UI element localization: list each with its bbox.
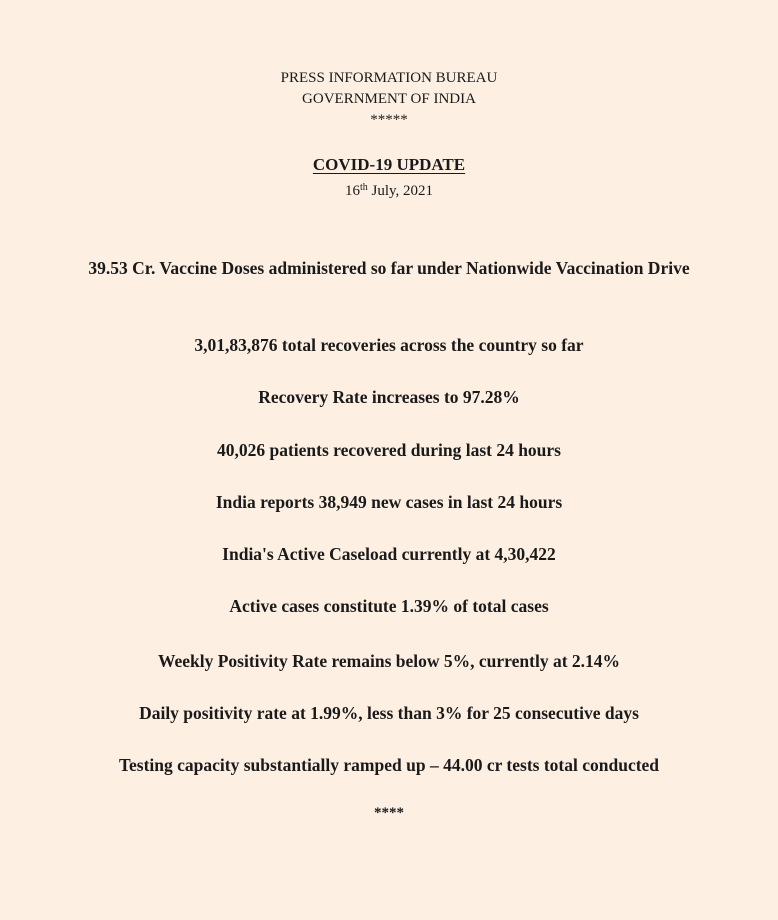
org-name: PRESS INFORMATION BUREAU [280, 70, 498, 86]
date-suffix: th [359, 182, 368, 193]
highlight-weekly-positivity: Weekly Positivity Rate remains below 5%, currently at 2.14% [157, 651, 621, 671]
highlight-testing-capacity: Testing capacity substantially ramped up – 44.00 cr tests total conducted [118, 755, 660, 775]
page-title-text: COVID-19 UPDATE [312, 155, 466, 174]
highlight-active-caseload: India's Active Caseload currently at 4,30,422 [222, 544, 556, 564]
highlight-recovery-rate: Recovery Rate increases to 97.28% [258, 387, 520, 407]
date-day: 16 [344, 183, 360, 199]
highlight-recovered-24h: 40,026 patients recovered during last 24 hours [216, 440, 561, 460]
release-date [0, 182, 778, 201]
footer-separator: **** [374, 805, 404, 821]
highlight-daily-positivity: Daily positivity rate at 1.99%, less than 3% for 25 consecutive days [139, 703, 639, 723]
highlight-vaccine-doses: 39.53 Cr. Vaccine Doses administered so far under Nationwide Vaccination Drive [88, 258, 690, 278]
highlight-active-share: Active cases constitute 1.39% of total cases [229, 596, 549, 616]
date-rest: July, 2021 [367, 183, 434, 199]
page-title [0, 155, 778, 175]
government-name: GOVERNMENT OF INDIA [302, 91, 476, 107]
highlight-total-recoveries: 3,01,83,876 total recoveries across the country so far [194, 335, 584, 355]
highlight-new-cases: India reports 38,949 new cases in last 24 hours [215, 492, 563, 512]
header-separator: ***** [370, 112, 408, 128]
